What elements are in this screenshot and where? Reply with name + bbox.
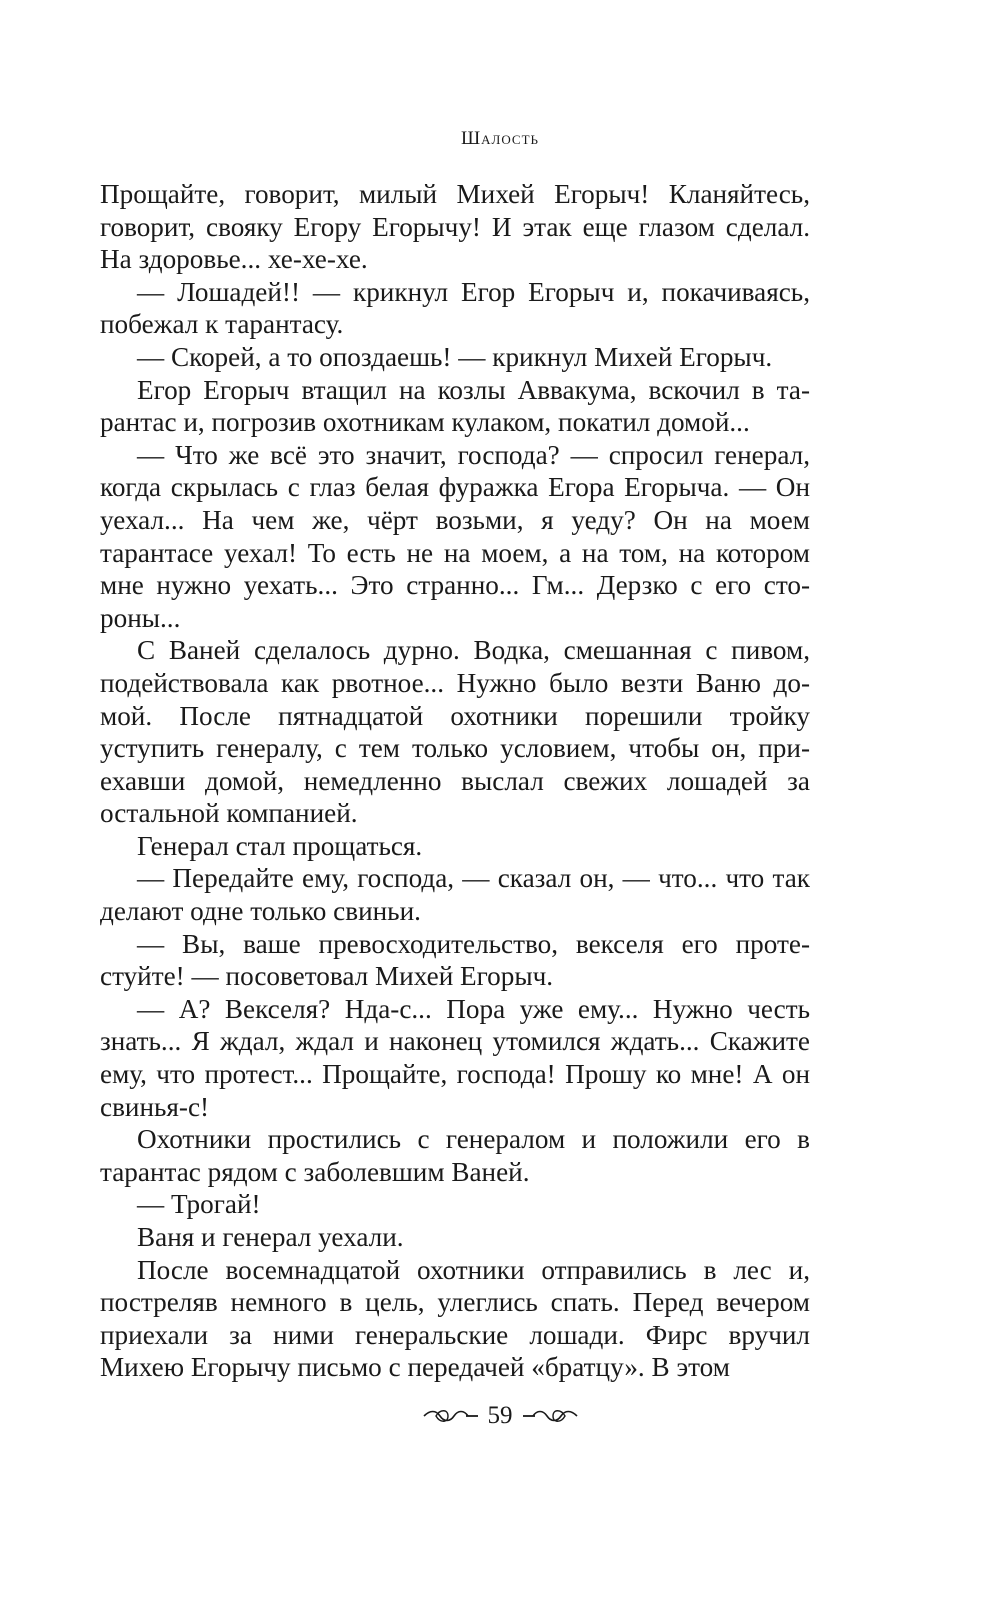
- paragraph: Прощайте, говорит, милый Михей Егорыч! Кланяйтесь, говорит, свояку Егору Егорычу! И этак еще глазом сделал. На здоровье... хе-хе-хе.: [100, 179, 810, 275]
- paragraph: — Скорей, а то опоздаешь! — крикнул Михей Егорыч.: [137, 341, 773, 372]
- right-flourish-icon: [521, 1406, 579, 1426]
- paragraph: — Лошадей!! — крикнул Егор Егорыч и, покачиваясь, побежал к тарантасу.: [100, 276, 810, 340]
- paragraph: После восемнадцатой охотники отправились в лес и, постреляв немного в цель, улеглись спать. Перед вечером приехали за ними генеральские лошади. Фирс вручил Михею Егорычу письмо с передачей «братцу». В этом: [100, 1254, 810, 1383]
- page-number: 59: [487, 1402, 513, 1429]
- paragraph: Генерал стал прощаться.: [137, 830, 423, 861]
- paragraph: — Вы, ваше превосходительство, векселя его протестуйте! — посоветовал Михей Егорыч.: [100, 928, 810, 992]
- left-flourish-icon: [422, 1406, 480, 1426]
- paragraph: — А? Векселя? Нда-с... Пора уже ему... Нужно честь знать... Я ждал, ждал и наконец утомился ждать... Скажите ему, что протест... Прощайте, господа! Прошу ко мне! А он свинья-с!: [100, 993, 810, 1122]
- page-footer: [0, 1402, 1000, 1430]
- paragraph: Охотники простились с генералом и положили его в тарантас рядом с заболевшим Ваней.: [100, 1124, 810, 1187]
- paragraph: Егор Егорыч втащил на козлы Аввакума, вскочил в тарантас и, погрозив охотникам кулаком, покатил домой...: [100, 374, 810, 438]
- paragraph: — Трогай!: [137, 1189, 261, 1220]
- running-title: Шалость: [461, 128, 539, 149]
- paragraph: Ваня и генерал уехали.: [137, 1222, 404, 1252]
- body-text: [100, 178, 810, 1384]
- paragraph: — Передайте ему, господа, — сказал он, — что... что так делают одне только свиньи.: [100, 863, 810, 927]
- paragraph: — Что же всё это значит, господа? — спросил генерал, когда скрылась с глаз белая фуражка Егора Егорыча. — Он уехал... На чем же, чёрт возьми, я уеду? Он на моем тарантасе уехал! То есть не на моем, а на том, на котором мне нужно уехать... Это странно... Гм... Дерзко с его стороны...: [100, 439, 810, 633]
- paragraph: С Ваней сделалось дурно. Водка, смешанная с пивом, подействовала как рвотное... Нужно было везти Ваню домой. После пятнадцатой охотники порешили тройку уступить генералу, с тем только условием, чтобы он, приехавши домой, немедленно выслал свежих лошадей за остальной компанией.: [100, 635, 810, 829]
